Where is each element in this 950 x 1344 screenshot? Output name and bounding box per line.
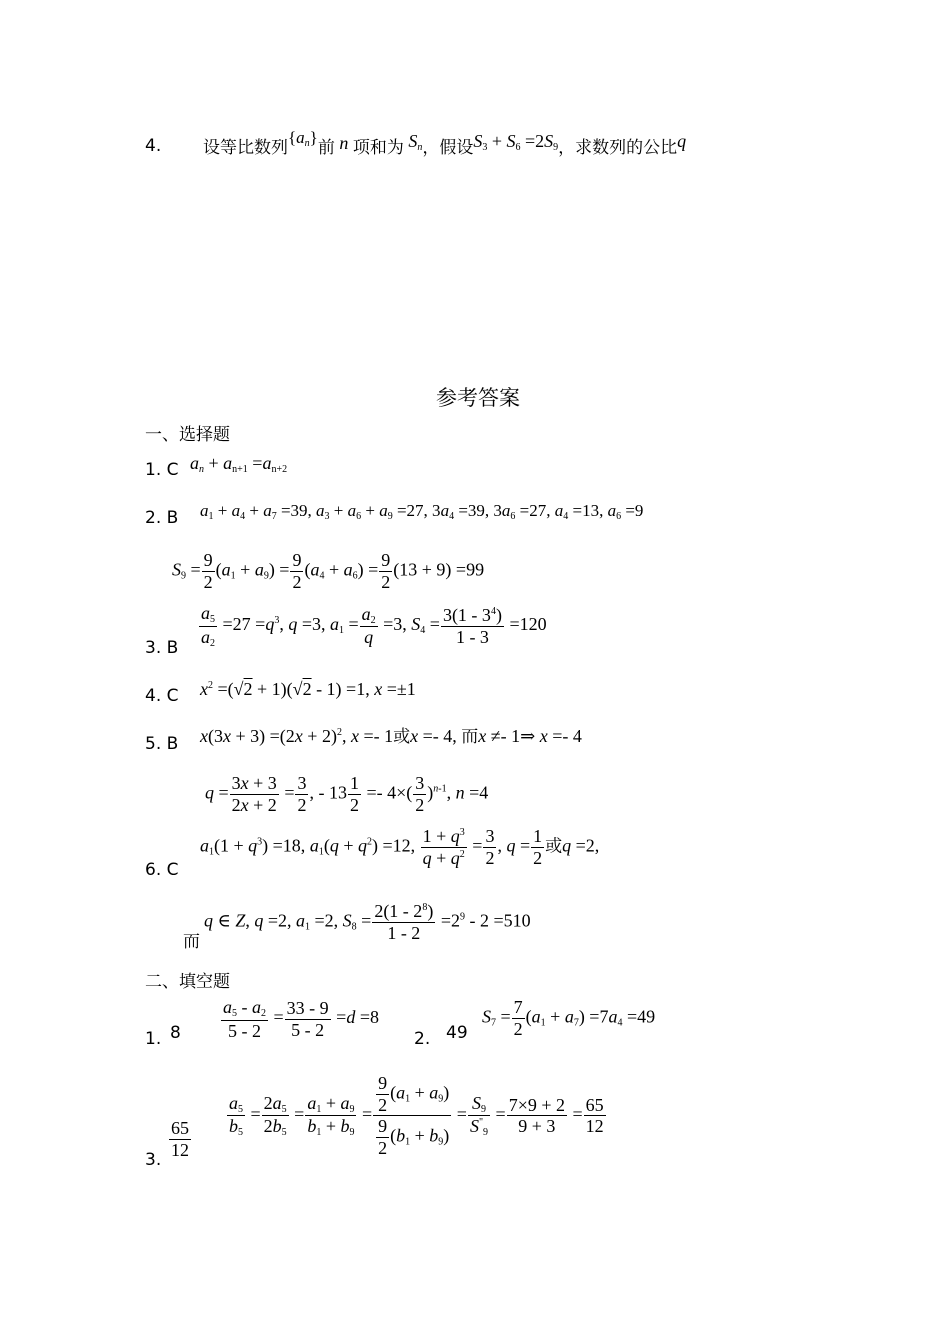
- question-text-c: 项和为: [352, 138, 404, 158]
- formula-1: $a_n + a_{n+1} =a_{n+2}$: [190, 453, 288, 475]
- section-fill-title: 二、填空题: [145, 972, 230, 992]
- answers-title: 参考答案: [436, 386, 520, 410]
- fill-label-3: 3.: [145, 1150, 162, 1170]
- question-text: 设等比数列$\{a_n\}$前 n 项和为 $S_n$，假设$S_3 + S_6 =2S_9$，求数列的公比q: [203, 128, 687, 158]
- choice-label-3: 3. B: [145, 638, 179, 658]
- formula-2b: $S_9$ = $\frac{9}{2}$ $(a_1 + a_9)$ = $\frac{9}{2}$ $(a_4 + a_6)$ = $\frac{9}{2}$ (13 + 9) =99: [172, 550, 485, 592]
- formula-2a: $a_1 + a_4 + a_7 =39$, $a_3 + a_6 + a_9 =27$, $3a_4 =39$, $3a_6 =27$, $a_4 =13$, $a_6 =9$: [200, 501, 644, 522]
- formula-fill-2: $S_7$ = $\frac{7}{2}$ $(a_1 + a_7) =7a_4 =49$: [482, 997, 656, 1039]
- question-text-a: 设等比数列: [203, 138, 288, 158]
- word-and-1: 而: [461, 727, 479, 747]
- fill-value-3: [168, 1118, 192, 1160]
- fill-label-2: 2.: [414, 1029, 431, 1049]
- word-or-2: 或: [545, 836, 563, 857]
- choice-label-5: 5. B: [145, 734, 179, 754]
- word-and-2: 而: [183, 932, 200, 952]
- question-text-b: 前: [317, 138, 335, 158]
- question-text-e: ，求数列的公比: [558, 138, 678, 158]
- fill-value-3-den: 12: [171, 1139, 189, 1160]
- fill-label-1: 1.: [145, 1029, 162, 1049]
- fill-value-2: 49: [446, 1023, 468, 1043]
- formula-6a: $a_1(1 + q^3) =18$, $a_1(q + q^2) =12$, $\frac{1 + q^3}{q + q^2}$ = $\frac{3}{2}$ , q = $\frac{1}{2}$ 或q =2,: [200, 826, 600, 868]
- question-text-d: ，假设: [422, 138, 474, 158]
- word-or-1: 或: [393, 727, 411, 747]
- section-choice-title: 一、选择题: [145, 425, 230, 445]
- formula-fill-1: $\frac{a_5 - a_2}{5 - 2}$ = $\frac{33 - 9}{5 - 2}$ =d =8: [223, 997, 379, 1041]
- question-number: 4.: [145, 136, 162, 156]
- choice-label-6: 6. C: [145, 860, 179, 880]
- formula-4: $x^2 =(√2 + 1)(√2 - 1) =1$, x =±1: [200, 679, 416, 699]
- formula-6b: q ∈ Z, q =2, $a_1 =2$, $S_8$ = $\frac{2(1 - 2^8)}{1 - 2}$ $=2^9 - 2 =510$: [204, 901, 531, 943]
- formula-5a: $x(3x + 3) =(2x + 2)^2$, x =- 1或x =- 4, 而x ≠- 1⇒ x =- 4: [200, 726, 582, 747]
- formula-3: $\frac{a_5}{a_2}$ $=27 =q^3$, q =3, $a_1$ = $\frac{a_2}{q}$ =3, $S_4$ = $\frac{3(1 - 3^4)}{1 - 3}$ =120: [201, 603, 547, 649]
- choice-label-1: 1. C: [145, 460, 179, 480]
- formula-5b: q = $\frac{3x + 3}{2x + 2}$ = $\frac{3}{2}$ , - 13 $\frac{1}{2}$ =- 4×( $\frac{3}{2}$ )$^{n-1}$, n =4: [205, 773, 489, 815]
- choice-label-4: 4. C: [145, 686, 179, 706]
- fill-value-3-num: 65: [171, 1118, 189, 1138]
- choice-label-2: 2. B: [145, 508, 179, 528]
- formula-fill-3: $\frac{a_5}{b_5}$ = $\frac{2a_5}{2b_5}$ = $\frac{a_1 + a_9}{b_1 + b_9}$ = $\frac{9}{2}$ $(a_1 + a_9)$ $\frac{9}{2}$ $(b_1 + b_9)$ = $\frac{S_9}{S^"_9}$ = $\frac{7\times 9 + 2}{9 + 3}$ = $\frac{65}{12}$: [229, 1073, 604, 1159]
- fill-value-1: 8: [170, 1023, 181, 1043]
